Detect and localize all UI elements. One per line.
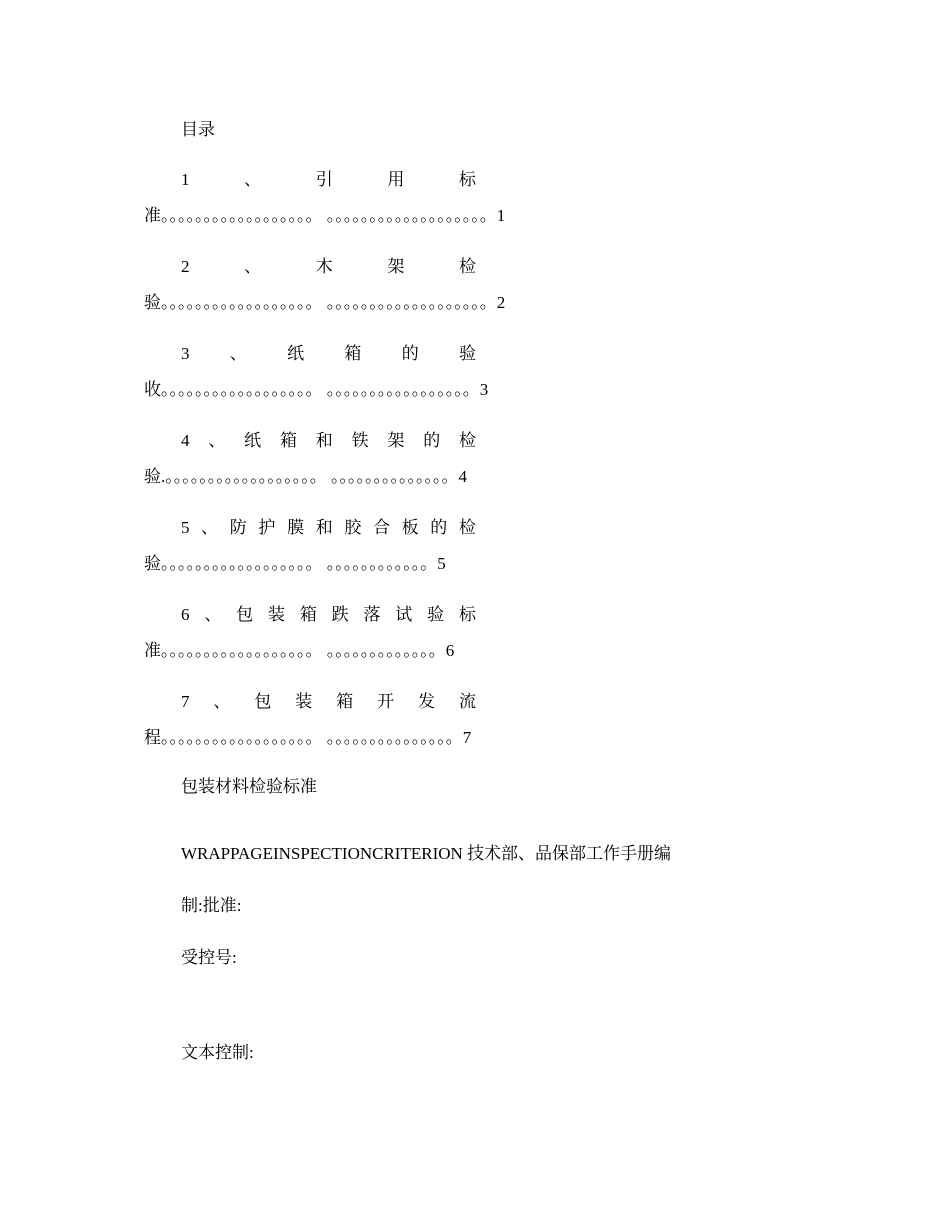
toc-heading-char: 、 xyxy=(244,170,262,189)
toc-heading-char: 2 xyxy=(181,257,190,276)
toc-heading-char: 流 xyxy=(458,692,476,711)
toc-heading-char: 装 xyxy=(295,692,313,711)
toc-heading-char: 木 xyxy=(315,257,333,276)
toc-heading-char: 纸 xyxy=(244,431,262,450)
toc-heading-char: 箱 xyxy=(344,344,362,363)
toc-heading-char: 膜 xyxy=(287,518,305,537)
toc-heading-char: 板 xyxy=(401,518,419,537)
toc-heading-char: 引 xyxy=(315,170,333,189)
toc-heading-char: 验 xyxy=(458,344,476,363)
toc-heading-char: 落 xyxy=(363,605,381,624)
toc-heading-char: 的 xyxy=(430,518,448,537)
toc-heading-char: 检 xyxy=(459,431,476,450)
toc-heading-char: 纸 xyxy=(287,344,305,363)
toc-heading-char: 检 xyxy=(458,518,476,537)
toc-heading-char: 7 xyxy=(181,692,190,711)
toc-entry-heading xyxy=(181,518,476,538)
toc-heading-char: 、 xyxy=(244,257,262,276)
toc-entry-heading xyxy=(181,605,476,625)
toc-heading-char: 、 xyxy=(229,344,247,363)
toc-heading-char: 包 xyxy=(254,692,272,711)
document-title: 包装材料检验标准 xyxy=(181,777,317,796)
toc-entry-leader: 准。。。。。。。。。。。。。。。。。。 。。。。。。。。。。。。。6 xyxy=(144,641,455,660)
toc-heading-char: 箱 xyxy=(279,431,297,450)
toc-heading-char: 护 xyxy=(258,518,276,537)
toc-heading-char: 发 xyxy=(418,692,436,711)
toc-heading-char: 的 xyxy=(401,344,419,363)
toc-entry-leader: 验.。。。。。。。。。。。。。。。。。。 。。。。。。。。。。。。。。4 xyxy=(144,467,467,486)
toc-heading-char: 标 xyxy=(459,170,476,189)
toc-entry-heading xyxy=(181,431,476,451)
toc-entry-leader: 准。。。。。。。。。。。。。。。。。。 。。。。。。。。。。。。。。。。。。。1 xyxy=(144,206,506,225)
toc-heading-char: 铁 xyxy=(351,431,369,450)
toc-heading-char: 包 xyxy=(236,605,254,624)
toc-heading-char: 装 xyxy=(267,605,285,624)
toc-entry-leader: 验。。。。。。。。。。。。。。。。。。 。。。。。。。。。。。。。。。。。。。2 xyxy=(144,293,506,312)
english-title-line: WRAPPAGEINSPECTIONCRITERION 技术部、品保部工作手册编 xyxy=(181,844,672,863)
toc-heading-char: 防 xyxy=(229,518,247,537)
toc-heading-char: 试 xyxy=(395,605,413,624)
toc-heading-char: 标 xyxy=(458,605,476,624)
toc-heading-char: 开 xyxy=(377,692,395,711)
toc-heading-char: 和 xyxy=(315,431,333,450)
toc-heading-char: 架 xyxy=(387,257,405,276)
toc-entry-leader: 收。。。。。。。。。。。。。。。。。。 。。。。。。。。。。。。。。。。。3 xyxy=(144,380,489,399)
toc-heading-char: 检 xyxy=(459,257,476,276)
toc-entry-heading xyxy=(181,257,476,277)
toc-heading-char: 、 xyxy=(204,605,222,624)
toc-entry-leader: 验。。。。。。。。。。。。。。。。。。 。。。。。。。。。。。。5 xyxy=(144,554,446,573)
toc-heading-char: 和 xyxy=(315,518,333,537)
toc-heading-char: 、 xyxy=(213,692,231,711)
toc-heading-char: 用 xyxy=(387,170,405,189)
toc-heading-char: 3 xyxy=(181,344,190,363)
toc-heading-char: 箱 xyxy=(336,692,354,711)
toc-heading-char: 、 xyxy=(201,518,219,537)
toc-heading-char: 6 xyxy=(181,605,190,624)
toc-heading-char: 胶 xyxy=(344,518,362,537)
toc-entry-heading xyxy=(181,170,476,190)
toc-entry-heading xyxy=(181,344,476,364)
toc-heading-char: 箱 xyxy=(299,605,317,624)
toc-heading-char: 跌 xyxy=(331,605,349,624)
toc-title: 目录 xyxy=(181,120,215,139)
toc-entry-leader: 程。。。。。。。。。。。。。。。。。。 。。。。。。。。。。。。。。。7 xyxy=(144,728,472,747)
toc-heading-char: 的 xyxy=(423,431,441,450)
text-control-label: 文本控制: xyxy=(181,1043,254,1062)
toc-heading-char: 5 xyxy=(181,518,190,537)
toc-heading-char: 架 xyxy=(387,431,405,450)
compile-approve-line: 制:批准: xyxy=(181,896,242,915)
toc-heading-char: 1 xyxy=(181,170,190,189)
toc-heading-char: 4 xyxy=(181,431,190,450)
toc-heading-char: 、 xyxy=(208,431,226,450)
toc-heading-char: 合 xyxy=(372,518,390,537)
toc-heading-char: 验 xyxy=(427,605,445,624)
control-number-label: 受控号: xyxy=(181,948,237,967)
toc-entry-heading xyxy=(181,692,476,712)
